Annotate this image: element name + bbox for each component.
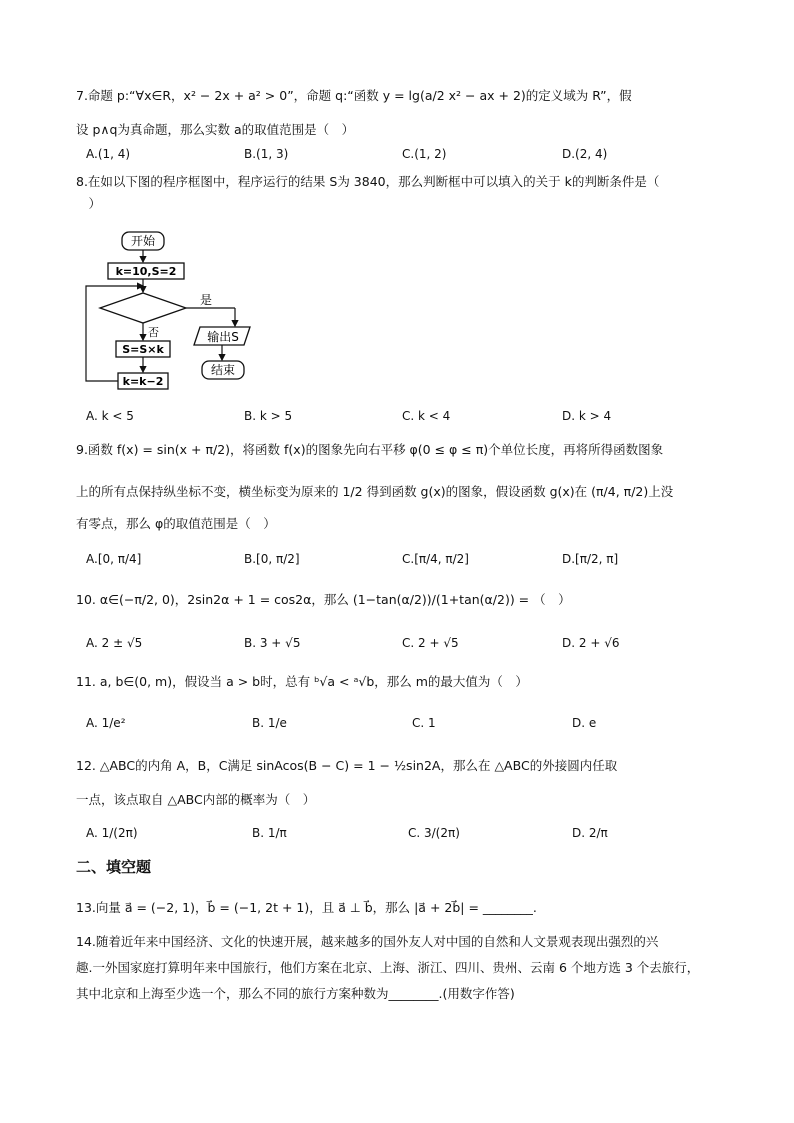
q12-line1: 12. △ABC的内角 A，B，C满足 sinAcos(B − C) = 1 − ½sin2A，那么在 △ABC的外接圆内任取 bbox=[76, 758, 618, 773]
q8-option-b: B. k > 5 bbox=[244, 409, 293, 423]
q12-option-b: B. 1/π bbox=[252, 826, 287, 840]
q8-line1: 8.在如以下图的程序框图中，程序运行的结果 S为 3840，那么判断框中可以填入的关于 k的判断条件是（ bbox=[76, 174, 660, 189]
q7-option-b: B.(1, 3) bbox=[244, 147, 289, 161]
q8-option-c: C. k < 4 bbox=[402, 409, 451, 423]
q9-option-a: A.[0, π/4] bbox=[86, 552, 142, 566]
q10-option-a: A. 2 ± √5 bbox=[86, 636, 143, 650]
q9-option-d: D.[π/2, π] bbox=[562, 552, 619, 566]
q7-line2: 设 p∧q为真命题，那么实数 a的取值范围是（ ） bbox=[76, 122, 355, 137]
q9-option-c: C.[π/4, π/2] bbox=[402, 552, 469, 566]
q11-option-c: C. 1 bbox=[412, 716, 436, 730]
q12-option-d: D. 2/π bbox=[572, 826, 608, 840]
q7-option-a: A.(1, 4) bbox=[86, 147, 131, 161]
q11-option-b: B. 1/e bbox=[252, 716, 287, 730]
q7-option-d: D.(2, 4) bbox=[562, 147, 608, 161]
q14-line1: 14.随着近年来中国经济、文化的快速开展，越来越多的国外友人对中国的自然和人文景观表现出强烈的兴 bbox=[76, 934, 659, 949]
q10-line1: 10. α∈(−π/2, 0)，2sin2α + 1 = cos2α，那么 (1−tan(α/2))/(1+tan(α/2)) = （ ） bbox=[76, 592, 571, 607]
flow-mult-label: S=S×k bbox=[122, 343, 164, 356]
q11-option-a: A. 1/e² bbox=[86, 716, 126, 730]
q9-line3: 有零点，那么 φ的取值范围是（ ） bbox=[76, 516, 276, 531]
q13-line1: 13.向量 a⃗ = (−2, 1)，b⃗ = (−1, 2t + 1)，且 a⃗ ⊥ b⃗，那么 |a⃗ + 2b⃗| = ________. bbox=[76, 900, 537, 915]
q12-option-a: A. 1/(2π) bbox=[86, 826, 138, 840]
q11-option-d: D. e bbox=[572, 716, 597, 730]
flow-no-label: 否 bbox=[148, 326, 159, 339]
program-flowchart bbox=[80, 226, 270, 398]
q14-line3: 其中北京和上海至少选一个，那么不同的旅行方案种数为________.(用数字作答) bbox=[76, 986, 515, 1001]
section-heading-fill-in: 二、填空题 bbox=[76, 858, 152, 876]
q10-option-d: D. 2 + √6 bbox=[562, 636, 620, 650]
q8-option-a: A. k < 5 bbox=[86, 409, 134, 423]
q10-option-c: C. 2 + √5 bbox=[402, 636, 459, 650]
q11-line1: 11. a, b∈(0, m)，假设当 a > b时，总有 ᵇ√a < ᵃ√b，那么 m的最大值为（ ） bbox=[76, 674, 528, 689]
q7-line1: 7.命题 p:“∀x∈R，x² − 2x + a² > 0”，命题 q:“函数 y = lg(a/2 x² − ax + 2)的定义域为 R”，假 bbox=[76, 88, 632, 103]
q8-option-d: D. k > 4 bbox=[562, 409, 612, 423]
flow-end-label: 结束 bbox=[210, 363, 236, 377]
flow-init-label: k=10,S=2 bbox=[115, 265, 177, 278]
q10-option-b: B. 3 + √5 bbox=[244, 636, 301, 650]
q9-line2: 上的所有点保持纵坐标不变，横坐标变为原来的 1/2 得到函数 g(x)的图象，假设函数 g(x)在 (π/4, π/2)上没 bbox=[76, 484, 674, 499]
flow-dec-label: k=k−2 bbox=[122, 375, 164, 388]
q7-option-c: C.(1, 2) bbox=[402, 147, 447, 161]
flow-decision-diamond bbox=[100, 293, 186, 323]
q12-option-c: C. 3/(2π) bbox=[408, 826, 460, 840]
flow-start-label: 开始 bbox=[130, 234, 156, 248]
flow-output-label: 输出S bbox=[207, 330, 239, 344]
q12-line2: 一点，该点取自 △ABC内部的概率为（ ） bbox=[76, 792, 316, 807]
q8-line2: ） bbox=[76, 196, 102, 211]
q9-option-b: B.[0, π/2] bbox=[244, 552, 300, 566]
q14-line2: 趣.一外国家庭打算明年来中国旅行，他们方案在北京、上海、浙江、四川、贵州、云南 6 个地方选 3 个去旅行， bbox=[76, 960, 700, 975]
q9-line1: 9.函数 f(x) = sin(x + π/2)，将函数 f(x)的图象先向右平移 φ(0 ≤ φ ≤ π)个单位长度，再将所得函数图象 bbox=[76, 442, 664, 457]
flow-yes-label: 是 bbox=[200, 293, 213, 307]
